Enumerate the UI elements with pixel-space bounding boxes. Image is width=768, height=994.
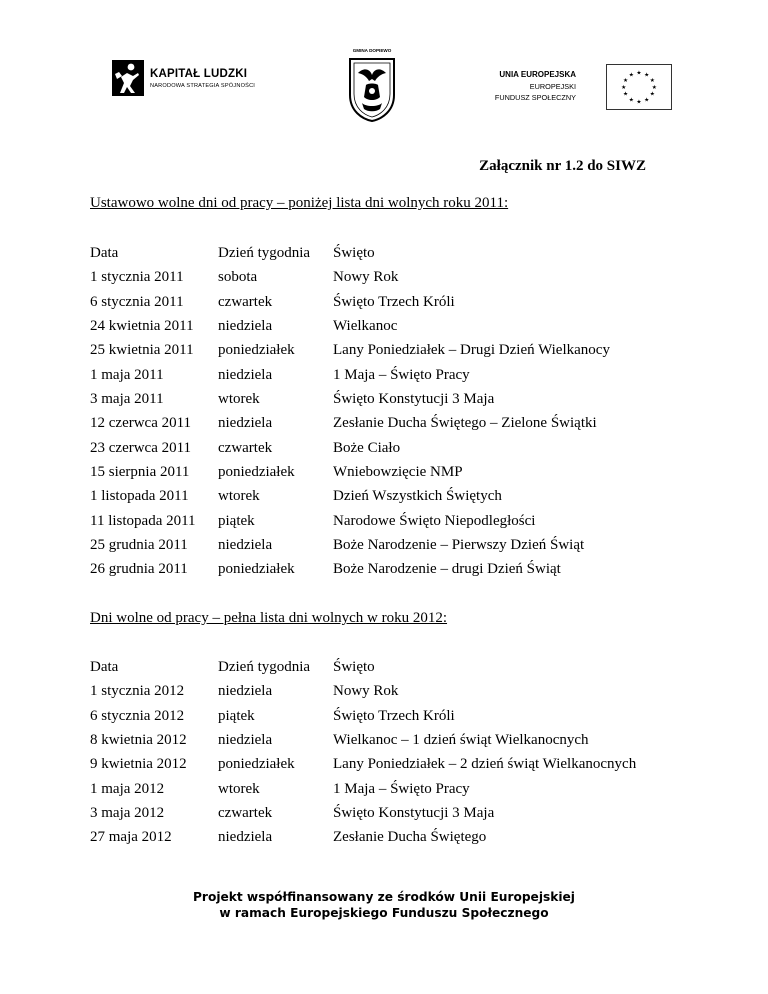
date-cell: 1 maja 2011 xyxy=(90,366,164,383)
column-header-holiday: Święto xyxy=(333,659,375,675)
holiday-cell: Nowy Rok xyxy=(333,269,399,286)
date-cell: 25 kwietnia 2011 xyxy=(90,342,194,359)
attachment-title: Załącznik nr 1.2 do SIWZ xyxy=(479,158,646,174)
date-cell: 23 czerwca 2011 xyxy=(90,439,192,456)
column-header-weekday: Dzień tygodnia xyxy=(218,245,311,261)
table-row xyxy=(90,536,690,560)
holiday-cell: Wielkanoc xyxy=(333,317,398,334)
holiday-cell: Boże Narodzenie – Pierwszy Dzień Świąt xyxy=(333,536,585,553)
holiday-cell: 1 Maja – Święto Pracy xyxy=(333,780,470,797)
date-cell: 12 czerwca 2011 xyxy=(90,415,192,432)
svg-text:★: ★ xyxy=(628,97,634,104)
date-cell: 11 listopada 2011 xyxy=(90,512,196,529)
weekday-cell: piątek xyxy=(218,707,255,724)
footer xyxy=(0,889,768,921)
holiday-cell: Narodowe Święto Niepodległości xyxy=(333,512,536,529)
weekday-cell: poniedziałek xyxy=(218,342,295,359)
svg-text:★: ★ xyxy=(649,91,655,98)
eu-flag-icon xyxy=(606,64,672,110)
weekday-cell: niedziela xyxy=(218,829,273,846)
ue-logo-line2: EUROPEJSKI xyxy=(529,82,576,91)
weekday-cell: sobota xyxy=(218,269,258,286)
weekday-cell: niedziela xyxy=(218,366,273,383)
holiday-cell: Zesłanie Ducha Świętego xyxy=(333,829,487,846)
svg-text:★: ★ xyxy=(636,70,642,77)
weekday-cell: wtorek xyxy=(218,390,260,407)
date-cell: 1 stycznia 2011 xyxy=(90,269,184,286)
holiday-cell: Lany Poniedziałek – 2 dzień świąt Wielkanocnych xyxy=(333,756,637,773)
table-row xyxy=(90,707,690,731)
gmina-label: GMINA DOPIEWO xyxy=(352,48,392,53)
holiday-cell: Święto Konstytucji 3 Maja xyxy=(333,390,495,407)
holidays-2012-table xyxy=(90,658,690,853)
table-row xyxy=(90,512,690,536)
holiday-cell: Święto Konstytucji 3 Maja xyxy=(333,804,495,821)
date-cell: 1 stycznia 2012 xyxy=(90,683,185,700)
table-row xyxy=(90,293,690,317)
kapital-ludzki-title: KAPITAŁ LUDZKI xyxy=(150,68,248,80)
holiday-cell: Dzień Wszystkich Świętych xyxy=(333,488,502,505)
table-row xyxy=(90,463,690,487)
table-row xyxy=(90,755,690,779)
coat-of-arms-icon xyxy=(348,57,396,123)
holiday-cell: Lany Poniedziałek – Drugi Dzień Wielkanocy xyxy=(333,342,610,359)
table-row xyxy=(90,682,690,706)
date-cell: 1 listopada 2011 xyxy=(90,488,189,505)
weekday-cell: niedziela xyxy=(218,683,273,700)
kapital-ludzki-subtitle: NARODOWA STRATEGIA SPÓJNOŚCI xyxy=(150,83,256,89)
table-row xyxy=(90,414,690,438)
kapital-ludzki-logo xyxy=(112,60,272,100)
weekday-cell: piątek xyxy=(218,512,255,529)
weekday-cell: niedziela xyxy=(218,536,273,553)
date-cell: 15 sierpnia 2011 xyxy=(90,463,190,480)
table-header-row xyxy=(90,244,690,268)
holiday-cell: Święto Trzech Króli xyxy=(333,707,455,724)
holiday-cell: Boże Narodzenie – drugi Dzień Świąt xyxy=(333,561,561,578)
gmina-dopiewo-logo xyxy=(344,48,400,128)
svg-text:★: ★ xyxy=(628,72,634,79)
weekday-cell: czwartek xyxy=(218,439,273,456)
column-header-holiday: Święto xyxy=(333,245,375,261)
ue-logo-line1: UNIA EUROPEJSKA xyxy=(499,70,576,79)
weekday-cell: niedziela xyxy=(218,415,273,432)
svg-text:★: ★ xyxy=(623,91,629,98)
table-row xyxy=(90,731,690,755)
table-row xyxy=(90,268,690,292)
holiday-cell: 1 Maja – Święto Pracy xyxy=(333,366,470,383)
table-row xyxy=(90,341,690,365)
kapital-ludzki-figure-icon xyxy=(112,60,144,96)
date-cell: 27 maja 2012 xyxy=(90,829,172,846)
table-row xyxy=(90,828,690,852)
table-header-row xyxy=(90,658,690,682)
table-row xyxy=(90,780,690,804)
table-row xyxy=(90,439,690,463)
column-header-date: Data xyxy=(90,659,119,675)
date-cell: 26 grudnia 2011 xyxy=(90,561,188,578)
svg-text:★: ★ xyxy=(623,78,629,85)
date-cell: 25 grudnia 2011 xyxy=(90,536,188,553)
date-cell: 9 kwietnia 2012 xyxy=(90,756,187,773)
date-cell: 3 maja 2011 xyxy=(90,390,164,407)
weekday-cell: poniedziałek xyxy=(218,756,295,773)
section-2011-heading: Ustawowo wolne dni od pracy – poniżej lista dni wolnych roku 2011: xyxy=(90,195,509,211)
table-row xyxy=(90,487,690,511)
weekday-cell: wtorek xyxy=(218,488,260,505)
holiday-cell: Wielkanoc – 1 dzień świąt Wielkanocnych xyxy=(333,731,589,748)
svg-text:★: ★ xyxy=(621,84,627,91)
table-row xyxy=(90,560,690,584)
weekday-cell: poniedziałek xyxy=(218,561,295,578)
footer-line2: w ramach Europejskiego Funduszu Społecznego xyxy=(219,906,549,920)
date-cell: 1 maja 2012 xyxy=(90,780,165,797)
holiday-cell: Nowy Rok xyxy=(333,683,399,700)
holiday-cell: Boże Ciało xyxy=(333,439,401,456)
footer-line1: Projekt współfinansowany ze środków Unii Europejskiej xyxy=(193,890,575,904)
weekday-cell: wtorek xyxy=(218,780,260,797)
date-cell: 24 kwietnia 2011 xyxy=(90,317,194,334)
weekday-cell: poniedziałek xyxy=(218,463,295,480)
date-cell: 8 kwietnia 2012 xyxy=(90,731,187,748)
holiday-cell: Święto Trzech Króli xyxy=(333,293,455,310)
header-logos xyxy=(0,0,768,140)
table-row xyxy=(90,366,690,390)
table-row xyxy=(90,804,690,828)
holiday-cell: Wniebowzięcie NMP xyxy=(333,463,463,480)
holidays-2011-table xyxy=(90,244,690,585)
svg-text:★: ★ xyxy=(644,72,650,79)
svg-text:★: ★ xyxy=(651,84,657,91)
svg-text:★: ★ xyxy=(649,78,655,85)
date-cell: 6 stycznia 2011 xyxy=(90,293,184,310)
column-header-weekday: Dzień tygodnia xyxy=(218,659,311,675)
weekday-cell: czwartek xyxy=(218,293,273,310)
table-row xyxy=(90,390,690,414)
date-cell: 3 maja 2012 xyxy=(90,804,165,821)
date-cell: 6 stycznia 2012 xyxy=(90,707,185,724)
table-row xyxy=(90,317,690,341)
weekday-cell: niedziela xyxy=(218,731,273,748)
section-2012-heading: Dni wolne od pracy – pełna lista dni wolnych w roku 2012: xyxy=(90,610,448,626)
holiday-cell: Zesłanie Ducha Świętego – Zielone Świątki xyxy=(333,415,597,432)
svg-text:★: ★ xyxy=(636,99,642,106)
ue-logo-line3: FUNDUSZ SPOŁECZNY xyxy=(494,93,576,102)
column-header-date: Data xyxy=(90,245,119,261)
ue-efs-logo xyxy=(494,64,674,110)
svg-text:★: ★ xyxy=(644,97,650,104)
weekday-cell: niedziela xyxy=(218,317,273,334)
weekday-cell: czwartek xyxy=(218,804,273,821)
